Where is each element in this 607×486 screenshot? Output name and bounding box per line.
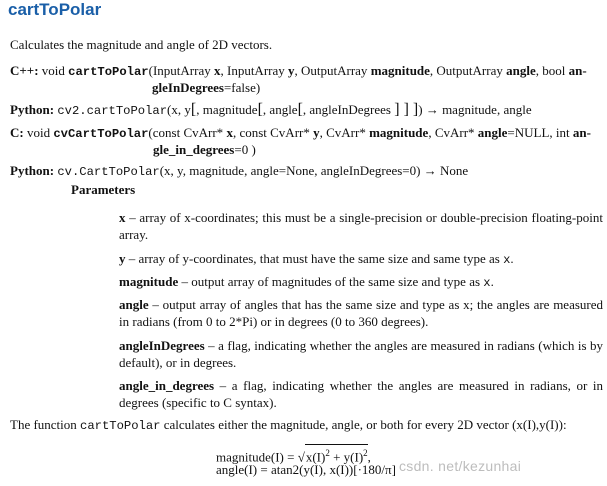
cpp-label: C++: [10, 63, 39, 78]
param-x-name: x [119, 210, 126, 225]
cpp-signature-cont [152, 79, 260, 96]
c-p2-type: const CvArr* [239, 125, 310, 140]
formula-magnitude: magnitude(I) = $√x(I)^2 + y(I)^2$, [216, 444, 371, 465]
c-signature: C: void cvCartToPolar(const CvArr* x, const CvArr* y, CvArr* magnitude, CvArr* angle=NULL, int an- [10, 125, 591, 141]
cpp-p5-type: bool [542, 63, 566, 78]
param-magnitude-desc-end: . [490, 274, 494, 289]
c-p5-part1: an- [572, 125, 591, 140]
python-old-arrow-icon: → [423, 163, 437, 178]
cpp-close: ) [255, 80, 261, 95]
python-bracket-1: [ [190, 101, 197, 118]
c-signature-cont [153, 141, 256, 158]
param-angle-in-degrees [119, 377, 603, 411]
param-y-code: x [503, 253, 511, 267]
param-magnitude [119, 273, 603, 292]
python-old-args: (x, y, magnitude, angle=None, angleInDegrees=0) [159, 163, 421, 178]
param-x-desc: – array of x-coordinates; this must be a single-precision or double-precision floating-point array. [119, 210, 603, 242]
c-p3-type: CvArr* [326, 125, 366, 140]
c-p5-type: int [555, 125, 570, 140]
function-description-code: cartToPolar [80, 419, 161, 433]
param-angle-in-degrees-desc: – a flag, indicating whether the angles are measured in radians, or in degrees (specific to C syntax). [119, 378, 603, 410]
c-p5-default: =0 [234, 142, 249, 157]
formula-magnitude-x: x(I) [305, 449, 326, 465]
c-p3: magnitude [369, 125, 429, 140]
param-angle [119, 296, 603, 330]
cpp-p1: x [213, 63, 221, 78]
c-open: ( [148, 125, 153, 140]
cpp-p4: angle [506, 63, 536, 78]
param-y-desc-end: . [510, 251, 514, 266]
cpp-open: ( [148, 63, 153, 78]
c-func-name: cvCartToPolar [53, 127, 149, 141]
c-p1: x [226, 125, 233, 140]
cpp-p3-type: OutputArray [301, 63, 368, 78]
intro-text: Calculates the magnitude and angle of 2D vectors. [10, 37, 273, 52]
python-old-signature [10, 162, 468, 181]
c-close: ) [251, 142, 256, 157]
param-angleindegrees [119, 337, 603, 371]
param-angleindegrees-desc: – a flag, indicating whether the angles are measured in radians (which is by default), or in degrees. [119, 338, 603, 370]
cpp-p3: magnitude [370, 63, 430, 78]
python-return: magnitude, angle [442, 102, 532, 117]
cpp-p4-type: OutputArray [436, 63, 503, 78]
c-return: void [26, 125, 51, 140]
python-bracket-3: [ [297, 101, 303, 118]
param-angle-name: angle [119, 297, 149, 312]
python-args-start: (x, y [167, 102, 191, 117]
cpp-p1-type: InputArray [152, 63, 211, 78]
cpp-p2-type: InputArray [226, 63, 285, 78]
param-angleindegrees-name: angleInDegrees [119, 338, 205, 353]
python-label: Python: [10, 102, 55, 117]
python-brackets-close: ] ] ] [394, 101, 419, 118]
param-magnitude-name: magnitude [119, 274, 179, 289]
c-p4-type: CvArr* [434, 125, 475, 140]
page-title: cartToPolar [8, 0, 102, 19]
c-p5-part2: gle_in_degrees [153, 142, 235, 157]
python-signature [10, 101, 532, 120]
python-arg-magnitude: , magnitude [196, 102, 258, 117]
python-old-label: Python: [10, 163, 55, 178]
python-bracket-2: [ [257, 101, 263, 118]
param-angle-in-degrees-name: angle_in_degrees [119, 378, 215, 393]
python-arg-angle: , angle [262, 102, 298, 117]
cpp-p2: y [288, 63, 295, 78]
param-y-name: y [119, 251, 126, 266]
python-close: ) [418, 102, 423, 117]
param-angle-desc: – output array of angles that has the same size and type as x; the angles are measured in radians (from 0 to 2*Pi) or in degrees (0 to 360 degrees). [119, 297, 603, 329]
param-y-desc: – array of y-coordinates, that must have the same size and same type as [125, 251, 504, 266]
formula-magnitude-lhs: magnitude(I) = [216, 449, 298, 465]
formula-angle: angle(I) = atan2(y(I), x(I))[·180/π] [216, 462, 396, 477]
c-p4: angle [477, 125, 508, 140]
python-call: cv2.cartToPolar [57, 104, 168, 118]
cpp-p5-default: =false [223, 80, 256, 95]
formula-magnitude-y: + y(I) [329, 449, 364, 465]
c-label: C: [10, 125, 24, 140]
parameters-heading: Parameters [71, 182, 136, 197]
param-x [119, 209, 603, 243]
c-p1-type: const CvArr* [152, 125, 224, 140]
watermark: csdn. net/kezunhai [399, 458, 522, 474]
python-old-return: None [439, 163, 469, 178]
python-arg-angleindegrees: , angleInDegrees [302, 102, 391, 117]
cpp-p5-part2: gleInDegrees [152, 80, 224, 95]
formula-magnitude-sup2: 2 [363, 448, 368, 458]
function-description-pre: The function [10, 417, 81, 432]
c-p2: y [313, 125, 320, 140]
python-old-call: cv.CartToPolar [57, 165, 160, 179]
param-magnitude-code: x [483, 276, 491, 290]
param-magnitude-desc: – output array of magnitudes of the same size and type as [178, 274, 484, 289]
python-arrow-icon: → [425, 102, 439, 117]
formula-magnitude-sup1: 2 [325, 448, 330, 458]
formula-magnitude-end: , [367, 449, 371, 465]
cpp-p5-part1: an- [568, 63, 587, 78]
cpp-signature: C++: void cartToPolar(InputArray x, InputArray y, OutputArray magnitude, OutputArray angle, bool an- [10, 63, 587, 79]
function-description-post: calculates either the magnitude, angle, or both for every 2D vector (x(I),y(I)): [160, 417, 567, 432]
cpp-return: void [41, 63, 65, 78]
function-description [10, 416, 567, 435]
param-y [119, 250, 603, 269]
cpp-func-name: cartToPolar [68, 65, 149, 79]
c-p4-default: =NULL, [507, 125, 553, 140]
